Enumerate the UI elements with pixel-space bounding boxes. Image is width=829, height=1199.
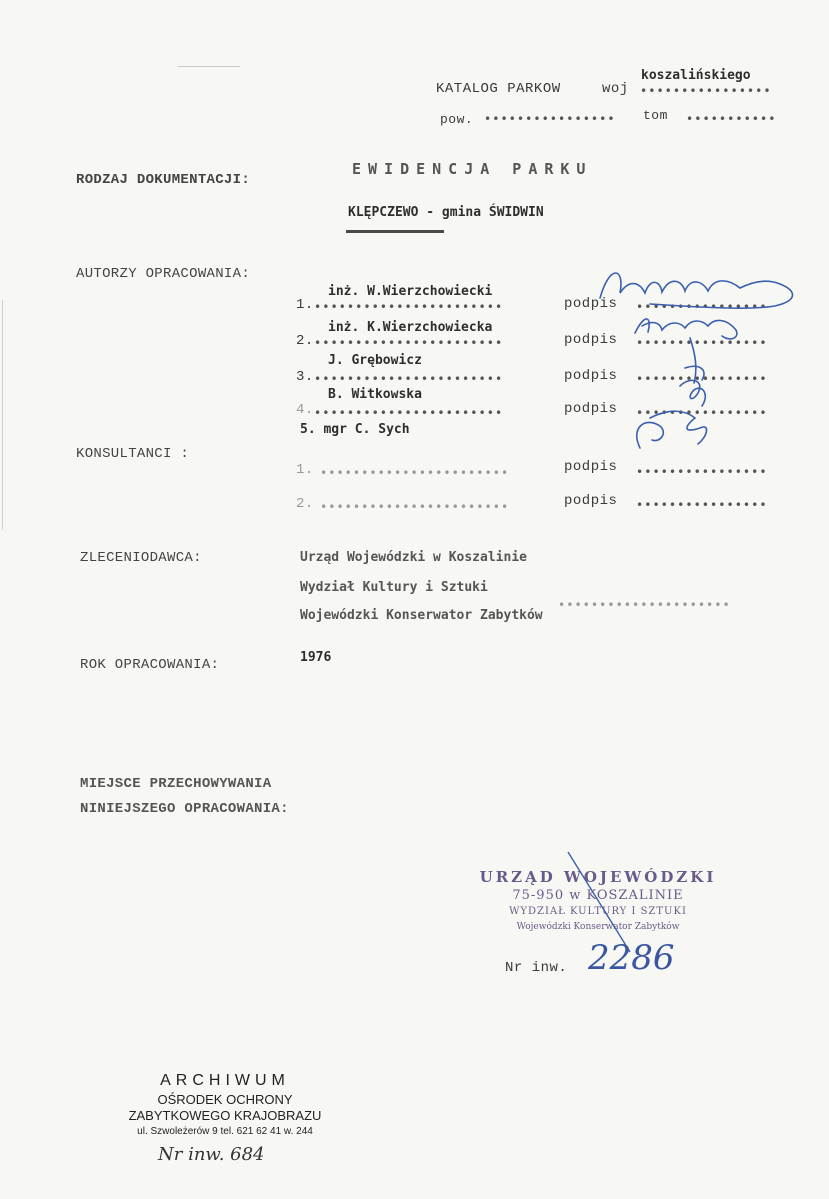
archive-line-1: OŚRODEK OCHRONY [157, 1092, 293, 1107]
extra-author: 5. mgr C. Sych [300, 422, 410, 437]
woj-dots: •••••••••••••••• [640, 84, 772, 98]
author-number: 4. [296, 402, 314, 418]
document-title: EWIDENCJA PARKU [352, 160, 593, 178]
client-line-1: Urząd Wojewódzki w Koszalinie [300, 550, 527, 565]
signature-5 [637, 411, 707, 448]
archive-line-2: ZABYTKOWEGO KRAJOBRAZU [128, 1108, 322, 1123]
pow-label: pow. [440, 112, 474, 127]
author-name-dots: ••••••••••••••••••••••• [314, 300, 504, 314]
signature-dots: •••••••••••••••• [636, 465, 768, 479]
podpis-label: podpis [564, 459, 618, 475]
consultant-name-dots: ••••••••••••••••••••••• [320, 500, 510, 514]
signature-dots: •••••••••••••••• [636, 372, 768, 386]
podpis-label: podpis [564, 332, 618, 348]
author-name: B. Witkowska [328, 387, 422, 402]
stamp-line-4: Wojewódzki Konserwator Zabytków [516, 922, 680, 932]
podpis-label: podpis [564, 493, 618, 509]
client-dots: ••••••••••••••••••••• [558, 598, 731, 612]
inventory-number: 2286 [588, 938, 675, 978]
rok-label: ROK OPRACOWANIA: [80, 657, 220, 673]
author-name: inż. K.Wierzchowiecka [328, 320, 493, 335]
archive-stamp [95, 1072, 355, 1137]
archive-line-3: ul. Szwoleżerów 9 tel. 621 62 41 w. 244 [137, 1126, 313, 1137]
tom-dots: ••••••••••• [686, 112, 777, 126]
archive-title: ARCHIWUM [160, 1072, 290, 1089]
author-name-dots: ••••••••••••••••••••••• [314, 406, 504, 420]
author-name-dots: ••••••••••••••••••••••• [314, 336, 504, 350]
katalog-label: KATALOG PARKOW [436, 81, 561, 97]
miejsce-label-line1: MIEJSCE PRZECHOWYWANIA [80, 776, 272, 792]
author-number: 3. [296, 369, 314, 385]
inventory-label: Nr inw. [505, 960, 568, 976]
woj-value: koszalińskiego [641, 68, 751, 83]
archive-inventory-handwritten: Nr inw. 684 [158, 1144, 265, 1165]
stamp-line-2: 75-950 w KOSZALINIE [512, 888, 684, 903]
podpis-label: podpis [564, 401, 618, 417]
signatures-drawing [590, 258, 810, 458]
zleceniodawca-label: ZLECENIODAWCA: [80, 550, 202, 566]
client-line-2: Wydział Kultury i Sztuki [300, 580, 488, 595]
rok-value: 1976 [300, 650, 332, 665]
rodzaj-label: RODZAJ DOKUMENTACJI: [76, 172, 251, 188]
consultant-number: 1. [296, 462, 314, 478]
consultant-name-dots: ••••••••••••••••••••••• [320, 466, 510, 480]
signature-dots: •••••••••••••••• [636, 498, 768, 512]
stamp-line-3: WYDZIAŁ KULTURY I SZTUKI [509, 906, 687, 917]
pow-dots: •••••••••••••••• [484, 112, 616, 126]
signature-1 [600, 273, 793, 308]
signature-dots: •••••••••••••••• [636, 406, 768, 420]
document-subtitle: KLĘPCZEWO - gmina ŚWIDWIN [348, 205, 544, 220]
signature-dots: •••••••••••••••• [636, 300, 768, 314]
author-name: inż. W.Wierzchowiecki [328, 284, 493, 299]
woj-label: woj [602, 81, 629, 97]
signature-4 [680, 380, 705, 406]
subtitle-underline [346, 230, 444, 233]
stamp-line-1: URZĄD WOJEWÓDZKI [479, 868, 717, 886]
margin-mark [2, 300, 19, 530]
author-number: 1. [296, 297, 314, 313]
author-number: 2. [296, 333, 314, 349]
miejsce-label-line2: NINIEJSZEGO OPRACOWANIA: [80, 801, 289, 817]
podpis-label: podpis [564, 368, 618, 384]
signature-dots: •••••••••••••••• [636, 336, 768, 350]
author-name: J. Grębowicz [328, 353, 422, 368]
author-name-dots: ••••••••••••••••••••••• [314, 372, 504, 386]
autorzy-label: AUTORZY OPRACOWANIA: [76, 266, 251, 282]
tom-label: tom [643, 108, 668, 123]
signature-2 [635, 319, 737, 339]
client-line-3: Wojewódzki Konserwator Zabytków [300, 608, 543, 623]
consultant-number: 2. [296, 496, 314, 512]
konsultanci-label: KONSULTANCI : [76, 446, 190, 462]
header-dash-mark [178, 66, 240, 67]
signature-3 [685, 338, 704, 383]
podpis-label: podpis [564, 296, 618, 312]
